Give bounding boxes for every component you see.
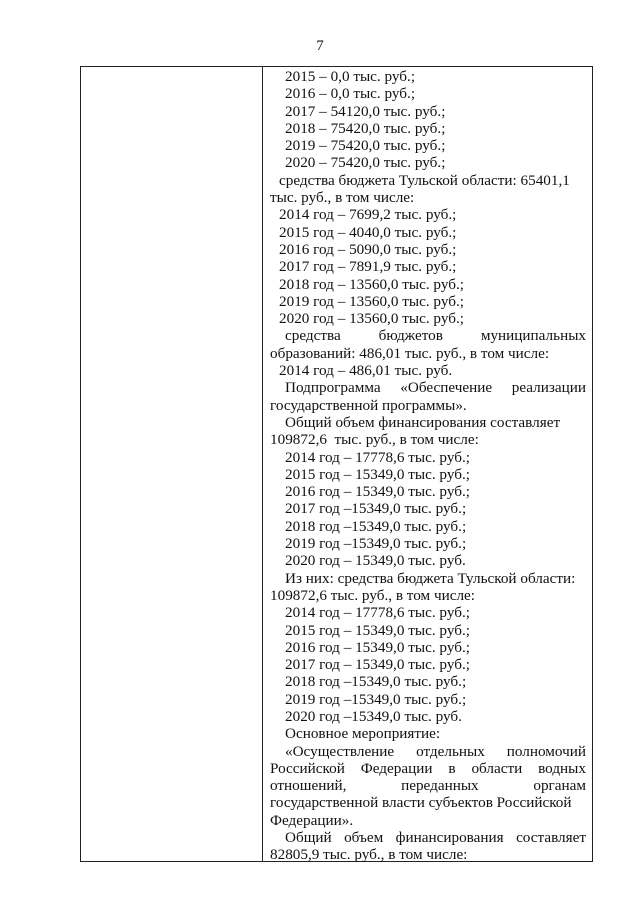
text-line: 2015 – 0,0 тыс. руб.; — [285, 68, 416, 85]
text-line: государственной власти субъектов Российской — [270, 794, 572, 812]
text-line: 2019 год –15349,0 тыс. руб.; — [285, 535, 467, 553]
word: составляет — [516, 829, 586, 847]
text-line: 2019 год – 13560,0 тыс. руб.; — [279, 292, 464, 310]
text-line-justified — [270, 760, 586, 777]
text-line: 109872,6 тыс. руб., в том числе: — [270, 586, 475, 604]
text-line-justified — [270, 743, 586, 760]
text-line: тыс. руб., в том числе: — [270, 189, 415, 207]
text-line: 2018 год – 13560,0 тыс. руб.; — [279, 275, 464, 293]
text-line: 2014 год – 17778,6 тыс. руб.; — [285, 448, 470, 466]
text-line: государственной программы». — [270, 396, 467, 414]
text-line: 2018 год –15349,0 тыс. руб.; — [285, 517, 467, 535]
text-line-justified — [270, 379, 586, 396]
word: полномочий — [506, 742, 586, 760]
text-line: 2014 год – 7699,2 тыс. руб.; — [279, 206, 457, 224]
text-line: 2020 – 75420,0 тыс. руб.; — [285, 154, 446, 172]
word: органам — [533, 777, 586, 795]
text-line: 2014 год – 17778,6 тыс. руб.; — [285, 604, 470, 622]
text-line: 2016 – 0,0 тыс. руб.; — [285, 85, 416, 103]
text-line: 2018 – 75420,0 тыс. руб.; — [285, 119, 446, 137]
word: средства — [285, 327, 341, 345]
text-line: 2017 год – 15349,0 тыс. руб.; — [285, 656, 470, 674]
word: Общий — [285, 829, 332, 847]
text-line: 2020 год –15349,0 тыс. руб. — [285, 707, 462, 725]
text-line: 2016 год – 15349,0 тыс. руб.; — [285, 483, 470, 501]
text-line: 2017 год –15349,0 тыс. руб.; — [285, 500, 467, 518]
word: «Обеспечение — [400, 379, 493, 397]
text-line-justified — [270, 777, 586, 794]
column-divider — [262, 67, 263, 861]
text-line: 2019 год –15349,0 тыс. руб.; — [285, 690, 467, 708]
text-line: 2017 год – 7891,9 тыс. руб.; — [279, 258, 457, 276]
text-line: Основное мероприятие: — [285, 725, 441, 743]
text-line: образований: 486,01 тыс. руб., в том числе: — [270, 344, 550, 362]
text-line: 2019 – 75420,0 тыс. руб.; — [285, 137, 446, 155]
text-line: средства бюджета Тульской области: 65401,1 — [279, 171, 570, 189]
text-line: 82805,9 тыс. руб., в том числе: — [270, 846, 468, 864]
word: в — [448, 759, 456, 777]
word: области — [471, 759, 523, 777]
word: «Осуществление — [285, 742, 395, 760]
word: отношений, — [270, 777, 347, 795]
table-right-cell — [270, 68, 586, 864]
word: муниципальных — [480, 327, 586, 345]
text-line: 2016 год – 5090,0 тыс. руб.; — [279, 240, 457, 258]
word: Федерации — [360, 759, 433, 777]
word: Подпрограмма — [285, 379, 381, 397]
word: переданных — [401, 777, 479, 795]
text-line: 2014 год – 486,01 тыс. руб. — [279, 362, 453, 380]
text-line-justified — [270, 829, 586, 846]
word: отдельных — [416, 742, 485, 760]
word: Российской — [270, 759, 345, 777]
text-line: Федерации». — [270, 811, 354, 829]
text-line: 2015 год – 15349,0 тыс. руб.; — [285, 465, 470, 483]
text-line: 2016 год – 15349,0 тыс. руб.; — [285, 638, 470, 656]
word: водных — [538, 759, 586, 777]
text-line: 2020 год – 13560,0 тыс. руб.; — [279, 310, 464, 328]
text-line: 2015 год – 15349,0 тыс. руб.; — [285, 621, 470, 639]
text-line: Из них: средства бюджета Тульской области: — [285, 569, 576, 587]
text-line-justified — [270, 327, 586, 344]
page-number: 7 — [316, 38, 324, 54]
word: реализации — [511, 379, 586, 397]
text-line: 2020 год – 15349,0 тыс. руб. — [285, 552, 466, 570]
text-line: 109872,6 тыс. руб., в том числе: — [270, 431, 479, 449]
text-line: 2017 – 54120,0 тыс. руб.; — [285, 102, 446, 120]
word: финансирования — [395, 829, 504, 847]
text-line: Общий объем финансирования составляет — [285, 413, 561, 431]
word: бюджетов — [378, 327, 443, 345]
text-line: 2015 год – 4040,0 тыс. руб.; — [279, 223, 457, 241]
word: объем — [344, 829, 384, 847]
text-line: 2018 год –15349,0 тыс. руб.; — [285, 673, 467, 691]
